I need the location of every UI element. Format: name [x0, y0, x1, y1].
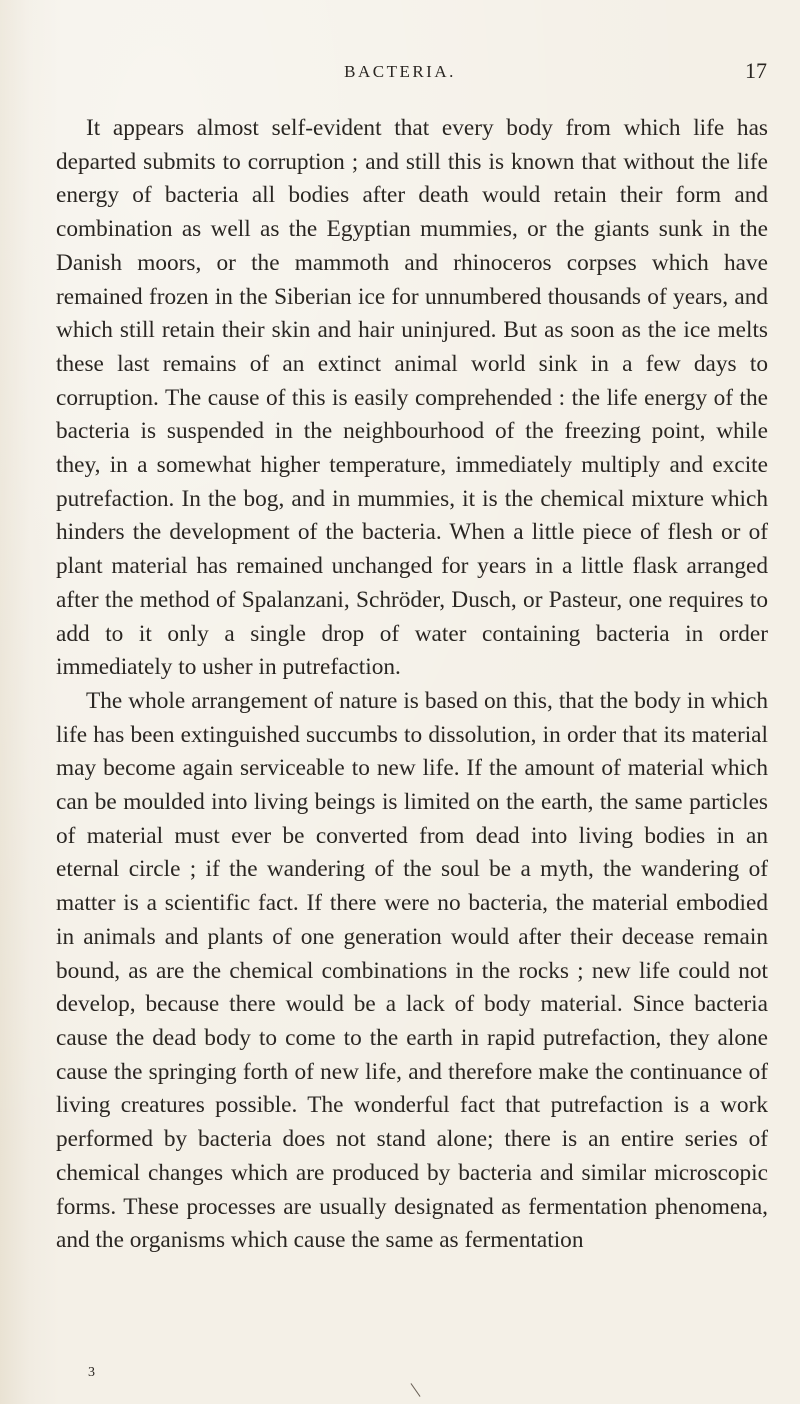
stray-ink-mark — [411, 1383, 421, 1397]
signature-mark: 3 — [88, 1365, 95, 1380]
running-head: BACTERIA. — [344, 62, 456, 81]
page-number: 17 — [745, 58, 767, 83]
paragraph-2: The whole arrangement of nature is based on this, that the body in which life has been extinguished succumbs to dissolution, in order that its material may become again serviceable to new life. If the amount of material which can be moulded into living beings is limited on the earth, the same particles of material must ever be converted from dead into living bodies in an eternal circle ; if the wandering of the soul be a myth, the wandering of matter is a scientific fact. If there were no bacteria, the material embodied in animals and plants of one generation would after their decease remain bound, as are the chemical combinations in the rocks ; new life could not develop, because there would be a lack of body material. Since bacteria cause the dead body to come to the earth in rapid putrefaction, they alone cause the springing forth of new life, and therefore make the continuance of living creatures possible. The wonderful fact that putrefaction is a work performed by bacteria does not stand alone; there is an entire series of chemical changes which are produced by bacteria and similar microscopic forms. These processes are usually designated as fermentation phenomena, and the organisms which cause the same as fermentation — [56, 687, 768, 1254]
page-header — [0, 58, 800, 92]
body-text — [56, 112, 768, 1258]
paragraph-1: It appears almost self-evident that every body from which life has departed submits to corruption ; and still this is known that without the life energy of bacteria all bodies after death would retain their form and combination as well as the Egyptian mummies, or the giants sunk in the Danish moors, or the mammoth and rhinoceros corpses which have remained frozen in the Siberian ice for unnumbered thousands of years, and which still retain their skin and hair uninjured. But as soon as the ice melts these last remains of an extinct animal world sink in a few days to corruption. The cause of this is easily comprehended : the life energy of the bacteria is suspended in the neighbourhood of the freezing point, while they, in a somewhat higher temperature, immediately multiply and excite putrefaction. In the bog, and in mummies, it is the chemical mixture which hinders the development of the bacteria. When a little piece of flesh or of plant material has remained unchanged for years in a little flask arranged after the method of Spalanzani, Schröder, Dusch, or Pasteur, one requires to add to it only a single drop of water containing bacteria in order immediately to usher in putrefaction. — [56, 115, 768, 681]
